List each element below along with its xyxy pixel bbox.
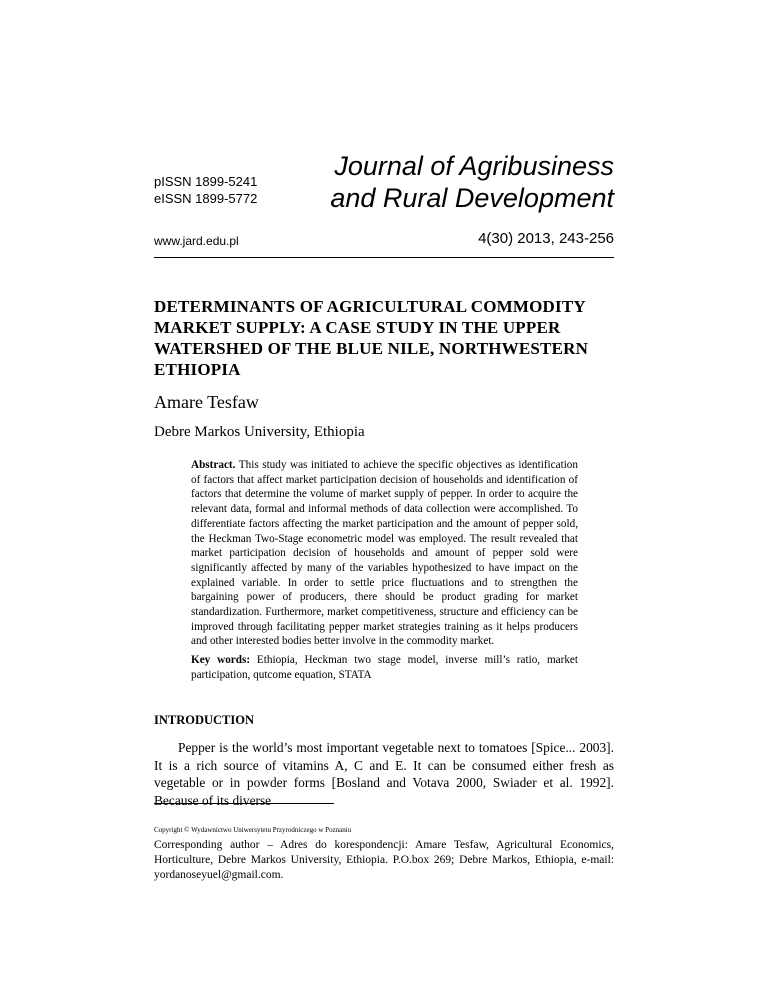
journal-url: www.jard.edu.pl [154,234,239,248]
keywords-text: Ethiopia, Heckman two stage model, inverse mill’s ratio, market participation, qutcome equation, STATA [191,654,579,681]
introduction-heading: INTRODUCTION [154,713,255,727]
abstract [191,458,578,649]
keywords-label: Key words: [191,654,251,666]
electronic-issn: eISSN 1899-5772 [154,191,258,206]
footnote-divider [154,803,334,804]
introduction-paragraph: Pepper is the world’s most important vegetable next to tomatoes [Spice... 2003]. It is a rich source of vitamins A, C and E. It can be consumed either fresh as vegetable or in powder forms [Bosland and Votava 2000, Swiader et al. 1992]. Because of its diverse [154,740,614,808]
copyright-notice: Copyright © Wydawnictwo Uniwersytetu Przyrodniczego w Poznaniu [154,826,352,834]
issn-block [154,173,257,207]
journal-title [330,150,614,214]
header-divider [154,257,614,258]
author-affiliation: Debre Markos University, Ethiopia [154,424,365,440]
corresponding-author: Corresponding author – Adres do korespondencji: Amare Tesfaw, Agricultural Economics, Horticulture, Debre Markos University, Ethiopia. P.O.box 269; Debre Markos, Ethiopia, e-mail: yordanoseyuel@gmail.com. [154,839,614,881]
print-issn: pISSN 1899-5241 [154,174,258,189]
journal-title-line-1: Journal of Agribusiness [334,151,614,181]
journal-title-line-2: and Rural Development [330,183,614,213]
article-title: DETERMINANTS OF AGRICULTURAL COMMODITY MARKET SUPPLY: A CASE STUDY IN THE UPPER WATERSHED OF THE BLUE NILE, NORTHWESTERN ETHIOPIA [154,297,589,379]
keywords [191,653,578,682]
volume-pages: 4(30) 2013, 243-256 [478,230,614,247]
author-name: Amare Tesfaw [154,392,259,412]
abstract-text: This study was initiated to achieve the specific objectives as identification of factors that affect market participation decision of households and identification of factors that determine the volume of market supply of pepper. In order to acquire the relevant data, formal and informal methods of data collection were accomplished. To differentiate factors affecting the market participation and the amount of pepper sold, the Heckman Two-Stage econometric model was employed. The result revealed that market participation decision of households and amount of pepper sold were significantly affected by many of the variables hypothesized to have impact on the explained variable. In order to settle price fluctuations and to strengthen the bargaining power of producers, there should be product grading for market standardization. Furthermore, market competitiveness, structure and efficiency can be improved through facilitating pepper market strategies training as it helps producers and other interested bodies better involve in the commodity market. [191,459,578,648]
abstract-label: Abstract. [191,459,236,471]
